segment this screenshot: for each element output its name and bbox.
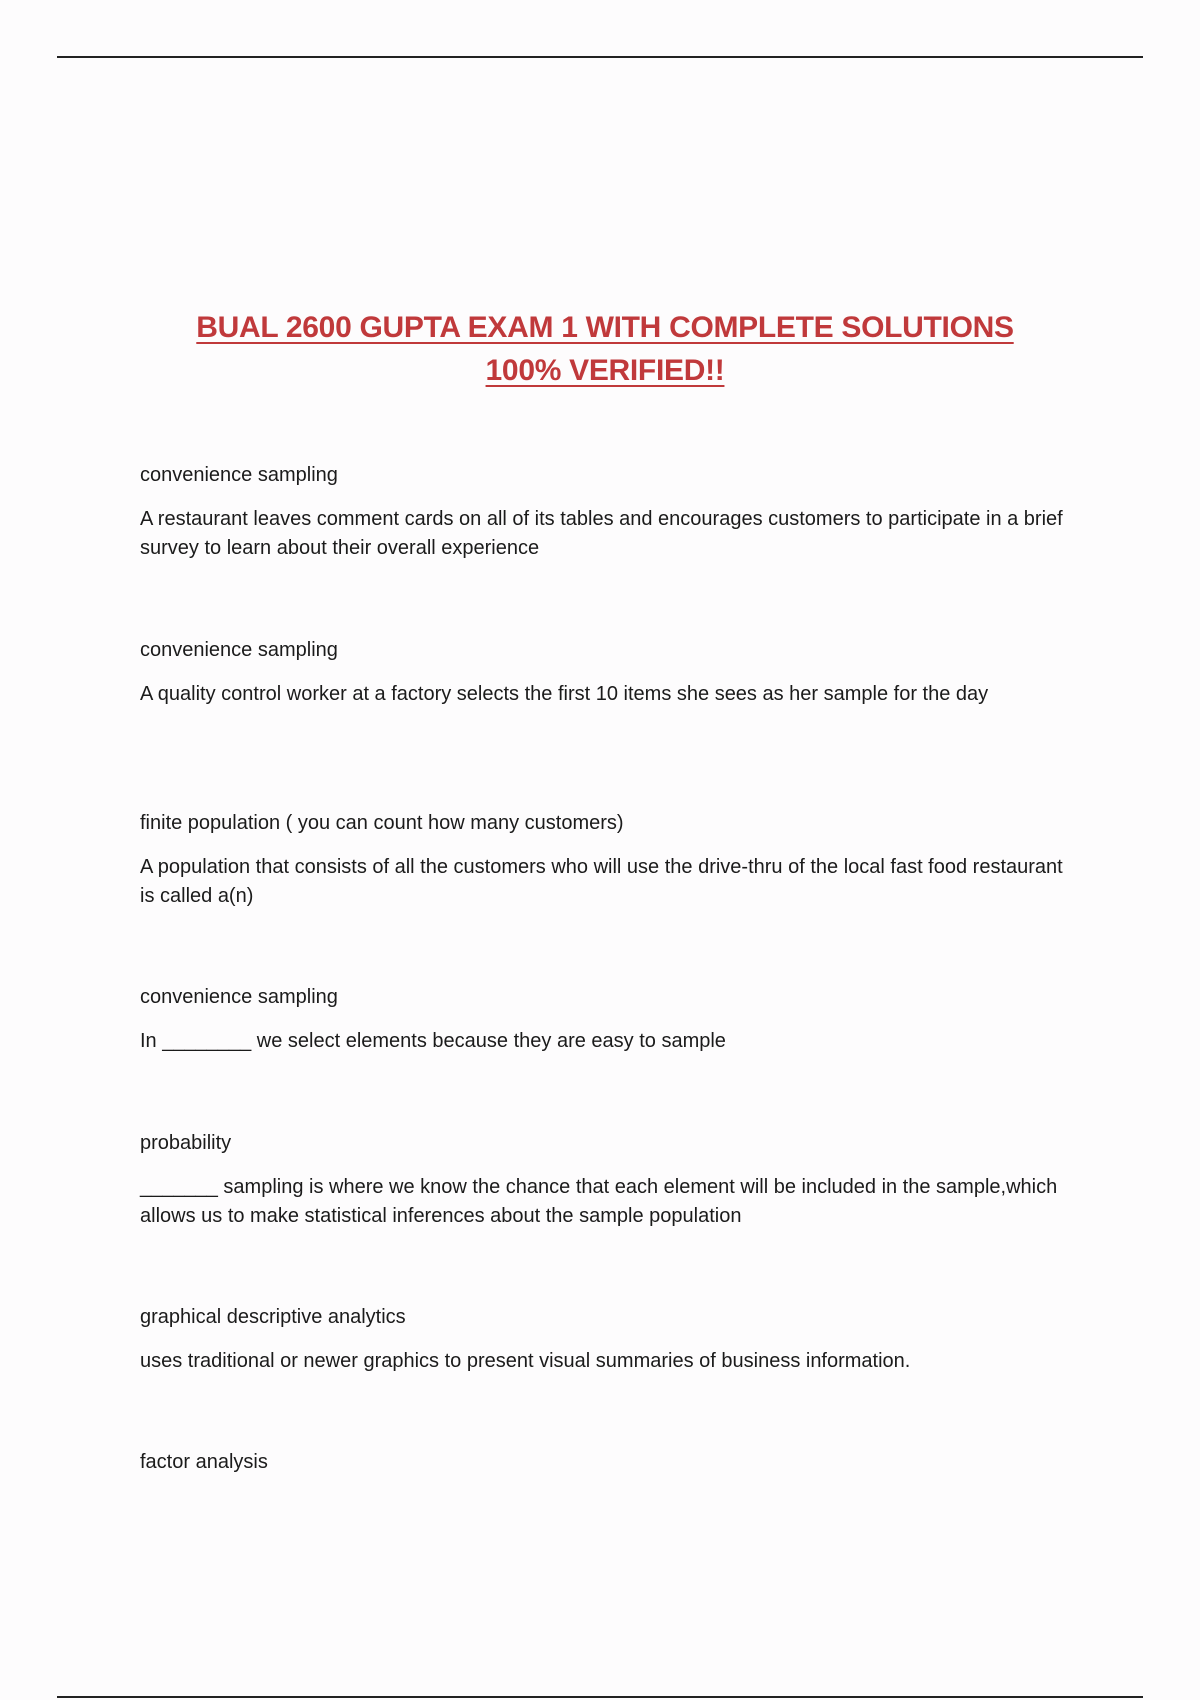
qa-item-6 xyxy=(140,1303,1080,1376)
definition-5: _______ sampling is where we know the chance that each element will be included in the sample,which allows us to make statistical inferences about the sample population xyxy=(140,1176,1058,1227)
qa-item-5 xyxy=(140,1129,1080,1231)
qa-item-4 xyxy=(140,983,1080,1056)
qa-item-7 xyxy=(140,1448,1080,1492)
title-line-2: 100% VERIFIED!! xyxy=(485,354,725,387)
definition-1: A restaurant leaves comment cards on all of its tables and encourages customers to participate in a brief survey to learn about their overall experience xyxy=(140,508,1063,559)
bottom-rule xyxy=(57,1696,1143,1698)
definition-2: A quality control worker at a factory selects the first 10 items she sees as her sample for the day xyxy=(140,683,989,705)
definition-4: In ________ we select elements because they are easy to sample xyxy=(140,1030,726,1052)
top-rule xyxy=(57,56,1143,58)
definition-3: A population that consists of all the customers who will use the drive-thru of the local fast food restaurant is called a(n) xyxy=(140,856,1063,907)
term-6: graphical descriptive analytics xyxy=(140,1306,406,1328)
qa-item-3 xyxy=(140,809,1080,911)
qa-item-1 xyxy=(140,461,1080,563)
term-2: convenience sampling xyxy=(140,639,338,661)
term-1: convenience sampling xyxy=(140,464,338,486)
document-title xyxy=(0,306,1200,392)
term-4: convenience sampling xyxy=(140,986,338,1008)
definition-6: uses traditional or newer graphics to present visual summaries of business information. xyxy=(140,1350,911,1372)
term-7: factor analysis xyxy=(140,1451,268,1473)
term-5: probability xyxy=(140,1132,232,1154)
term-3: finite population ( you can count how many customers) xyxy=(140,812,624,834)
title-line-1: BUAL 2600 GUPTA EXAM 1 WITH COMPLETE SOLUTIONS xyxy=(196,311,1014,344)
qa-item-2 xyxy=(140,636,1080,709)
